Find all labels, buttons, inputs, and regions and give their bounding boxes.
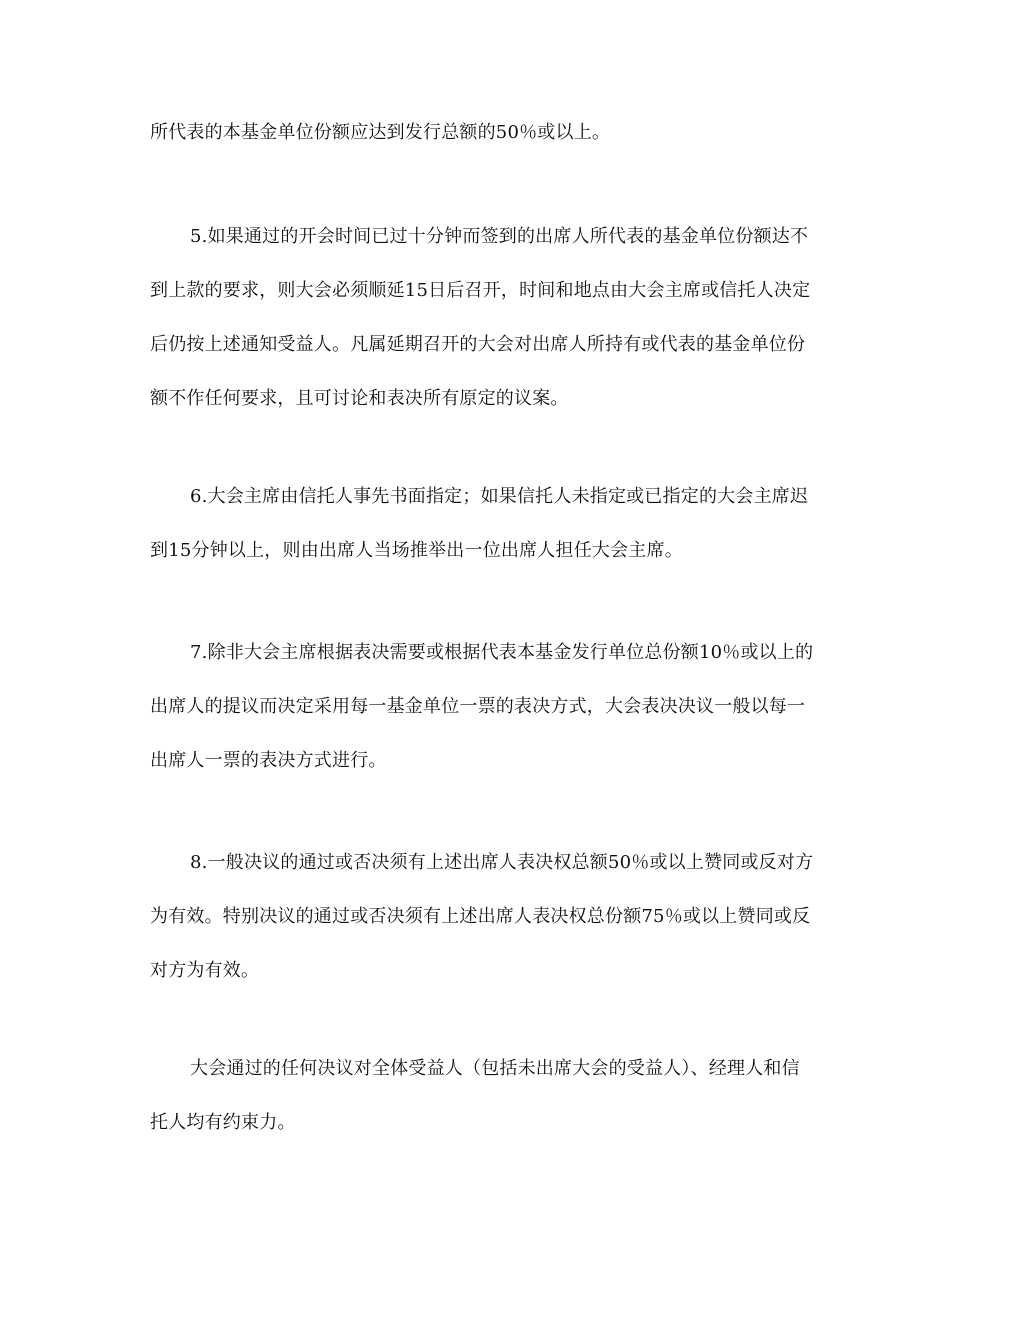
paragraph-item-8: [150, 836, 870, 998]
paragraph-line: 对方为有效。: [150, 960, 260, 981]
paragraph-line: 额不作任何要求，且可讨论和表决所有原定的议案。: [150, 388, 569, 409]
paragraph-line: 所代表的本基金单位份额应达到发行总额的50％或以上。: [150, 122, 611, 143]
paragraph-line: 8.一般决议的通过或否决须有上述出席人表决权总额50％或以上赞同或反对方: [190, 852, 814, 873]
paragraph-line: 出席人一票的表决方式进行。: [150, 750, 387, 771]
paragraph-line: 出席人的提议而决定采用每一基金单位一票的表决方式，大会表决决议一般以每一: [150, 696, 806, 717]
paragraph-line: 到15分钟以上，则由出席人当场推举出一位出席人担任大会主席。: [150, 540, 683, 561]
paragraph-item-6: [150, 470, 870, 578]
paragraph-line: 5.如果通过的开会时间已过十分钟而签到的出席人所代表的基金单位份额达不: [190, 226, 809, 247]
paragraph-line: 到上款的要求，则大会必须顺延15日后召开，时间和地点由大会主席或信托人决定: [150, 280, 811, 301]
paragraph-line: 大会通过的任何决议对全体受益人（包括未出席大会的受益人）、经理人和信: [190, 1058, 800, 1079]
paragraph-continuation: [150, 106, 870, 160]
paragraph-binding-effect: [150, 1042, 870, 1150]
paragraph-item-7: [150, 626, 870, 788]
paragraph-line: 6.大会主席由信托人事先书面指定；如果信托人未指定或已指定的大会主席迟: [190, 486, 809, 507]
paragraph-line: 后仍按上述通知受益人。凡属延期召开的大会对出席人所持有或代表的基金单位份: [150, 334, 806, 355]
paragraph-item-5: [150, 210, 870, 426]
paragraph-line: 7.除非大会主席根据表决需要或根据代表本基金发行单位总份额10％或以上的: [190, 642, 814, 663]
paragraph-line: 为有效。特别决议的通过或否决须有上述出席人表决权总份额75％或以上赞同或反: [150, 906, 811, 927]
paragraph-line: 托人均有约束力。: [150, 1112, 296, 1133]
